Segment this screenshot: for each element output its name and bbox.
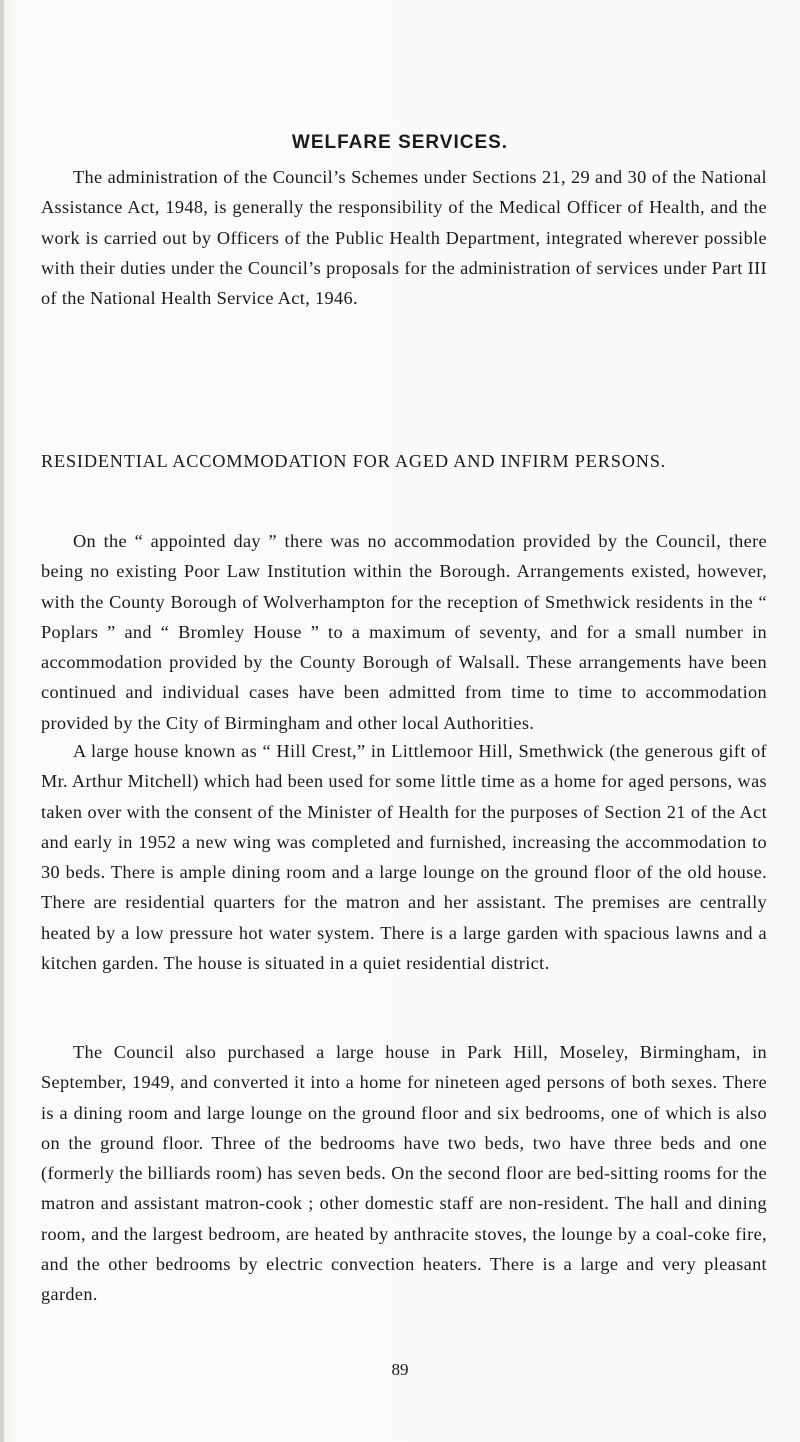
paragraph-appointed-day: On the “ appointed day ” there was no accommodation provided by the Council, there being no existing Poor Law Institution within the Borough. Arrangements existed, however, with the County Borough of Wolverhampton for the reception of Smethwick residents in the “ Poplars ” and “ Bromley House ” to a maximum of seventy, and for a small number in accommodation provided by the County Borough of Walsall. These arrangements have been continued and individual cases have been admitted from time to time to accommodation provided by the City of Birmingham and other local Authorities. <box>41 531 767 733</box>
page-edge-shadow <box>0 0 4 1442</box>
paragraph-park-hill: The Council also purchased a large house in Park Hill, Moseley, Birmingham, in September, 1949, and converted it into a home for nineteen aged persons of both sexes. There is a dining room and large lounge on the ground floor and six bedrooms, one of which is also on the ground floor. Three of the bedrooms have two beds, two have three beds and one (formerly the billiards room) has seven beds. On the second floor are bed-sitting rooms for the matron and assistant matron-cook ; other domestic staff are non-resident. The hall and dining room, and the largest bedroom, are heated by anthracite stoves, the lounge by a coal-coke fire, and the other bedrooms by electric convection heaters. There is a large and very pleasant garden. <box>41 1042 767 1305</box>
intro-paragraph: The administration of the Council’s Schemes under Sections 21, 29 and 30 of the National Assistance Act, 1948, is generally the responsibility of the Medical Officer of Health, and the work is carried out by Officers of the Public Health Department, integrated wherever possible with their duties under the Council’s proposals for the administration of services under Part III of the National Health Service Act, 1946. <box>41 167 767 309</box>
page-title: WELFARE SERVICES. <box>291 132 509 153</box>
paragraph-hill-crest: A large house known as “ Hill Crest,” in Littlemoor Hill, Smethwick (the generous gift of Mr. Arthur Mitchell) which had been used for some little time as a home for aged persons, was taken over with the consent of the Minister of Health for the purposes of Section 21 of the Act and early in 1952 a new wing was completed and furnished, increasing the accommodation to 30 beds. There is ample dining room and a large lounge on the ground floor of the old house. There are residential quarters for the matron and her assistant. The premises are centrally heated by a low pressure hot water system. There is a large garden with spacious lawns and a kitchen garden. The house is situated in a quiet residential district. <box>41 741 767 974</box>
section-heading: RESIDENTIAL ACCOMMODATION FOR AGED AND INFIRM PERSONS. <box>41 451 667 471</box>
page-number: 89 <box>391 1360 409 1379</box>
